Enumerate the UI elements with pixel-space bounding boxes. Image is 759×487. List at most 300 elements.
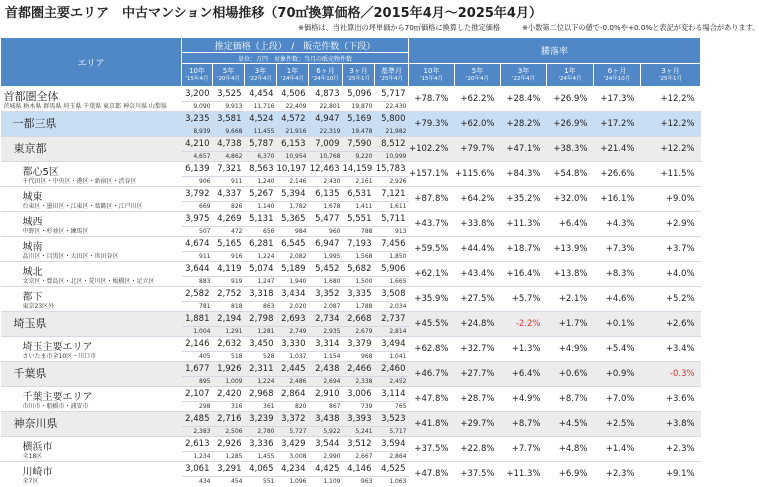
count-cell: 8,939 bbox=[182, 127, 213, 137]
price-note: ※価格は、当社算出の坪単価から70㎡価格に換算した推定価格 bbox=[298, 23, 501, 32]
price-group-header: 推定価格（上段） / 販売件数（下段） bbox=[182, 38, 409, 53]
count-cell: 1,940 bbox=[277, 277, 309, 287]
area-name: 東京都 bbox=[13, 142, 47, 155]
column-month: '22年4月 bbox=[248, 76, 272, 82]
price-cell: 4,525 bbox=[375, 462, 409, 477]
area-name: 都下 bbox=[22, 292, 43, 303]
column-month: '25年4月 bbox=[379, 76, 403, 82]
price-cell: 3,336 bbox=[245, 437, 277, 452]
change-rate-cell: +11.3% bbox=[501, 462, 547, 487]
price-cell: 6,531 bbox=[343, 187, 375, 202]
count-cell: 1,500 bbox=[343, 277, 375, 287]
count-cell: 5,241 bbox=[343, 427, 375, 437]
area-cell bbox=[1, 137, 182, 162]
change-rate-cell: +27.7% bbox=[455, 362, 501, 387]
column-period: 10年 bbox=[189, 67, 205, 75]
price-cell: 2,693 bbox=[277, 312, 309, 327]
change-rate-cell: +11.3% bbox=[501, 212, 547, 237]
count-cell: 1,680 bbox=[309, 277, 343, 287]
area-cell bbox=[1, 187, 182, 212]
price-cell: 3,372 bbox=[277, 412, 309, 427]
area-name: 川崎市 bbox=[22, 467, 53, 478]
change-rate-cell: +3.4% bbox=[641, 337, 701, 362]
price-cell: 5,452 bbox=[309, 262, 343, 277]
change-rate-cell: +47.8% bbox=[409, 462, 455, 487]
area-cell bbox=[1, 412, 182, 437]
change-rate-cell: -2.2% bbox=[501, 312, 547, 337]
count-cell: 2,034 bbox=[375, 302, 409, 312]
price-cell: 4,269 bbox=[213, 212, 245, 227]
price-units-header: 単位：万円 対象件数：当月の販売物件数 bbox=[182, 53, 409, 64]
change-rate-cell: +2.3% bbox=[594, 462, 641, 487]
change-rate-cell: +0.6% bbox=[547, 362, 594, 387]
count-cell: 551 bbox=[245, 477, 277, 487]
price-cell: 7,321 bbox=[213, 162, 245, 177]
price-cell: 3,061 bbox=[182, 462, 213, 477]
change-rate-cell: +44.4% bbox=[455, 237, 501, 262]
change-rate-cell: +16.4% bbox=[501, 262, 547, 287]
change-rate-cell: +6.4% bbox=[547, 212, 594, 237]
change-column-header bbox=[641, 64, 701, 87]
price-cell: 5,394 bbox=[277, 187, 309, 202]
count-cell: 1,037 bbox=[277, 352, 309, 362]
count-cell: 2,780 bbox=[245, 427, 277, 437]
count-cell: 1,611 bbox=[375, 202, 409, 212]
change-rate-cell: +1.3% bbox=[501, 337, 547, 362]
change-rate-cell: +84.3% bbox=[501, 162, 547, 187]
count-cell: 895 bbox=[182, 377, 213, 387]
count-cell: 1,281 bbox=[245, 327, 277, 337]
count-cell: 2,082 bbox=[277, 252, 309, 262]
change-rate-cell: +5.7% bbox=[501, 287, 547, 312]
price-cell: 3,352 bbox=[309, 287, 343, 302]
table-row bbox=[1, 87, 701, 102]
change-column-header bbox=[501, 64, 547, 87]
count-cell: 1,995 bbox=[309, 252, 343, 262]
count-cell: 1,140 bbox=[245, 202, 277, 212]
count-cell: 2,864 bbox=[375, 452, 409, 462]
area-cell bbox=[1, 462, 182, 487]
count-cell: 739 bbox=[343, 402, 375, 412]
column-month: '15年4月 bbox=[185, 76, 209, 82]
price-cell: 4,947 bbox=[309, 112, 343, 127]
price-cell: 4,210 bbox=[182, 137, 213, 152]
count-cell: 3,008 bbox=[277, 452, 309, 462]
area-name: 千葉県 bbox=[13, 367, 47, 380]
price-cell: 3,314 bbox=[309, 337, 343, 352]
change-rate-cell: +9.1% bbox=[641, 462, 701, 487]
change-rate-cell: +5.4% bbox=[594, 337, 641, 362]
change-rate-cell: +46.7% bbox=[409, 362, 455, 387]
price-cell: 2,445 bbox=[277, 362, 309, 377]
price-cell: 5,096 bbox=[343, 87, 375, 102]
column-month: '24年10月 bbox=[312, 76, 339, 82]
count-cell: 1,224 bbox=[245, 252, 277, 262]
change-rate-cell: +7.3% bbox=[594, 237, 641, 262]
price-cell: 5,906 bbox=[375, 262, 409, 277]
area-name: 城南 bbox=[22, 242, 43, 253]
table-row bbox=[1, 212, 701, 227]
change-rate-cell: +4.0% bbox=[641, 262, 701, 287]
count-cell: 1,041 bbox=[375, 352, 409, 362]
change-rate-cell: +2.1% bbox=[547, 287, 594, 312]
count-cell: 1,234 bbox=[182, 452, 213, 462]
count-cell: 11,455 bbox=[245, 127, 277, 137]
price-cell: 3,291 bbox=[213, 462, 245, 477]
price-cell: 14,159 bbox=[343, 162, 375, 177]
change-rate-cell: +32.0% bbox=[547, 187, 594, 212]
column-period: 6ヶ月 bbox=[316, 67, 335, 75]
price-cell: 7,121 bbox=[375, 187, 409, 202]
price-cell: 2,438 bbox=[309, 362, 343, 377]
column-period: 基準月 bbox=[381, 67, 402, 75]
change-rate-cell: +1.4% bbox=[594, 437, 641, 462]
count-cell: 1,004 bbox=[182, 327, 213, 337]
price-cell: 3,644 bbox=[182, 262, 213, 277]
price-cell: 8,563 bbox=[245, 162, 277, 177]
table-row bbox=[1, 462, 701, 477]
count-cell: 1,678 bbox=[309, 202, 343, 212]
count-cell: 454 bbox=[213, 477, 245, 487]
change-rate-cell: +26.9% bbox=[547, 87, 594, 112]
change-rate-cell: +2.5% bbox=[594, 412, 641, 437]
count-cell: 5,717 bbox=[375, 427, 409, 437]
change-rate-cell: +79.3% bbox=[409, 112, 455, 137]
price-cell: 4,674 bbox=[182, 237, 213, 252]
price-cell: 3,330 bbox=[277, 337, 309, 352]
area-name: 一都三県 bbox=[12, 117, 57, 130]
price-cell: 3,523 bbox=[375, 412, 409, 427]
price-column-header bbox=[343, 64, 375, 87]
change-rate-cell: +59.5% bbox=[409, 237, 455, 262]
count-cell: 1,154 bbox=[309, 352, 343, 362]
price-cell: 4,454 bbox=[245, 87, 277, 102]
count-cell: 2,452 bbox=[375, 377, 409, 387]
table-row bbox=[1, 262, 701, 277]
count-cell: 19,870 bbox=[343, 102, 375, 112]
area-name: 城東 bbox=[22, 192, 43, 203]
count-cell: 960 bbox=[309, 227, 343, 237]
count-cell: 919 bbox=[213, 277, 245, 287]
change-rate-cell: +2.3% bbox=[641, 437, 701, 462]
price-cell: 4,119 bbox=[213, 262, 245, 277]
price-cell: 2,485 bbox=[182, 412, 213, 427]
price-cell: 2,460 bbox=[375, 362, 409, 377]
price-cell: 6,135 bbox=[309, 187, 343, 202]
change-rate-cell: +12.2% bbox=[641, 87, 701, 112]
change-rate-cell: +32.7% bbox=[455, 337, 501, 362]
column-period: 3年 bbox=[517, 67, 530, 75]
count-cell: 1,850 bbox=[375, 252, 409, 262]
column-period: 5年 bbox=[471, 67, 484, 75]
price-cell: 2,668 bbox=[343, 312, 375, 327]
count-cell: 9,090 bbox=[182, 102, 213, 112]
count-cell: 316 bbox=[213, 402, 245, 412]
price-cell: 3,318 bbox=[245, 287, 277, 302]
price-cell: 6,947 bbox=[309, 237, 343, 252]
price-cell: 6,281 bbox=[245, 237, 277, 252]
count-cell: 2,506 bbox=[213, 427, 245, 437]
area-description: 全7区 bbox=[22, 478, 39, 485]
column-month: '20年4月 bbox=[216, 76, 240, 82]
change-rate-cell: +41.8% bbox=[409, 412, 455, 437]
price-column-header bbox=[213, 64, 245, 87]
count-cell: 2,667 bbox=[343, 452, 375, 462]
change-group-header: 騰落率 bbox=[409, 38, 701, 64]
count-cell: 968 bbox=[343, 352, 375, 362]
price-cell: 2,798 bbox=[245, 312, 277, 327]
column-month: '22年4月 bbox=[511, 76, 535, 82]
column-month: '25年1月 bbox=[346, 76, 370, 82]
count-cell: 21,982 bbox=[375, 127, 409, 137]
change-rate-cell: +13.9% bbox=[547, 237, 594, 262]
count-cell: 507 bbox=[182, 227, 213, 237]
area-cell bbox=[1, 162, 182, 187]
count-cell: 1,109 bbox=[309, 477, 343, 487]
price-cell: 2,737 bbox=[375, 312, 409, 327]
price-cell: 3,508 bbox=[375, 287, 409, 302]
price-cell: 2,613 bbox=[182, 437, 213, 452]
count-cell: 1,009 bbox=[213, 377, 245, 387]
price-cell: 1,677 bbox=[182, 362, 213, 377]
column-period: 10年 bbox=[423, 67, 440, 75]
count-cell: 10,954 bbox=[277, 152, 309, 162]
count-cell: 10,768 bbox=[309, 152, 343, 162]
area-description: 市川市・船橋市・浦安市 bbox=[22, 403, 89, 410]
price-cell: 6,153 bbox=[277, 137, 309, 152]
count-cell: 1,240 bbox=[245, 177, 277, 187]
column-month: '20年4月 bbox=[465, 76, 489, 82]
count-cell: 4,657 bbox=[182, 152, 213, 162]
count-cell: 1,247 bbox=[245, 277, 277, 287]
area-description: 千代田区・中央区・港区・新宿区・渋谷区 bbox=[22, 178, 137, 185]
price-cell: 2,910 bbox=[309, 387, 343, 402]
change-rate-cell: +4.3% bbox=[594, 212, 641, 237]
count-cell: 2,087 bbox=[309, 302, 343, 312]
table-row bbox=[1, 287, 701, 302]
table-row bbox=[1, 412, 701, 427]
price-cell: 3,429 bbox=[277, 437, 309, 452]
column-period: 6ヶ月 bbox=[607, 67, 627, 75]
price-cell: 2,420 bbox=[213, 387, 245, 402]
change-rate-cell: +6.4% bbox=[501, 362, 547, 387]
price-cell: 3,114 bbox=[375, 387, 409, 402]
count-cell: 669 bbox=[182, 202, 213, 212]
count-cell: 913 bbox=[375, 227, 409, 237]
column-period: 3ヶ月 bbox=[661, 67, 680, 75]
count-cell: 2,990 bbox=[309, 452, 343, 462]
price-cell: 3,235 bbox=[182, 112, 213, 127]
change-rate-cell: +78.7% bbox=[409, 87, 455, 112]
area-header: エリア bbox=[1, 38, 182, 87]
count-cell: 826 bbox=[213, 202, 245, 212]
price-cell: 6,545 bbox=[277, 237, 309, 252]
count-cell: 916 bbox=[213, 252, 245, 262]
price-cell: 6,139 bbox=[182, 162, 213, 177]
count-cell: 19,478 bbox=[343, 127, 375, 137]
change-rate-cell: +18.7% bbox=[501, 237, 547, 262]
change-rate-cell: +47.1% bbox=[501, 137, 547, 162]
change-rate-cell: +12.2% bbox=[641, 137, 701, 162]
count-cell: 656 bbox=[245, 227, 277, 237]
count-cell: 10,999 bbox=[375, 152, 409, 162]
change-rate-cell: +115.6% bbox=[455, 162, 501, 187]
change-column-header bbox=[547, 64, 594, 87]
count-cell: 1,096 bbox=[277, 477, 309, 487]
price-cell: 3,494 bbox=[375, 337, 409, 352]
table-row bbox=[1, 387, 701, 402]
price-cell: 5,717 bbox=[375, 87, 409, 102]
area-name: 埼玉県 bbox=[13, 317, 47, 330]
change-rate-cell: +7.0% bbox=[594, 387, 641, 412]
count-cell: 963 bbox=[343, 477, 375, 487]
change-rate-cell: +16.1% bbox=[594, 187, 641, 212]
table-row bbox=[1, 437, 701, 452]
change-rate-cell: +47.8% bbox=[409, 387, 455, 412]
change-rate-cell: +45.5% bbox=[409, 312, 455, 337]
area-name: 都心5区 bbox=[22, 167, 59, 178]
change-rate-cell: +17.3% bbox=[594, 87, 641, 112]
price-cell: 5,787 bbox=[245, 137, 277, 152]
count-cell: 6,370 bbox=[245, 152, 277, 162]
count-cell: 1,291 bbox=[213, 327, 245, 337]
change-rate-cell: +26.6% bbox=[594, 162, 641, 187]
count-cell: 2,694 bbox=[309, 377, 343, 387]
change-rate-cell: +87.8% bbox=[409, 187, 455, 212]
change-rate-cell: +21.4% bbox=[594, 137, 641, 162]
column-month: '24年4月 bbox=[558, 76, 582, 82]
change-rate-cell: +62.8% bbox=[409, 337, 455, 362]
area-name: 神奈川県 bbox=[13, 417, 58, 430]
count-cell: 1,063 bbox=[375, 477, 409, 487]
table-row bbox=[1, 187, 701, 202]
area-cell bbox=[1, 387, 182, 412]
area-description: 中野区・杉並区・練馬区 bbox=[22, 228, 89, 235]
change-rate-cell: +43.7% bbox=[409, 212, 455, 237]
change-rate-cell: +37.5% bbox=[455, 462, 501, 487]
price-cell: 8,512 bbox=[375, 137, 409, 152]
change-rate-cell: +62.1% bbox=[409, 262, 455, 287]
count-cell: 22,430 bbox=[375, 102, 409, 112]
price-cell: 7,009 bbox=[309, 137, 343, 152]
area-name: 埼玉主要エリア bbox=[22, 342, 93, 353]
area-cell bbox=[1, 212, 182, 237]
column-month: '15年4月 bbox=[419, 76, 443, 82]
change-rate-cell: +1.7% bbox=[547, 312, 594, 337]
price-cell: 3,512 bbox=[343, 437, 375, 452]
change-rate-cell: +13.8% bbox=[547, 262, 594, 287]
price-cell: 2,632 bbox=[213, 337, 245, 352]
price-cell: 2,582 bbox=[182, 287, 213, 302]
area-name: 千葉主要エリア bbox=[22, 392, 93, 403]
change-rate-cell: +4.9% bbox=[547, 337, 594, 362]
area-cell bbox=[1, 287, 182, 312]
change-rate-cell: +8.7% bbox=[547, 387, 594, 412]
change-column-header bbox=[455, 64, 501, 87]
price-table bbox=[0, 37, 701, 487]
change-rate-cell: +43.4% bbox=[455, 262, 501, 287]
area-cell bbox=[1, 337, 182, 362]
price-cell: 4,524 bbox=[245, 112, 277, 127]
change-rate-cell: +64.2% bbox=[455, 187, 501, 212]
change-rate-cell: +29.7% bbox=[455, 412, 501, 437]
area-name: 城北 bbox=[22, 267, 43, 278]
price-cell: 5,477 bbox=[309, 212, 343, 227]
change-column-header bbox=[594, 64, 641, 87]
price-cell: 3,544 bbox=[309, 437, 343, 452]
change-rate-cell: +62.0% bbox=[455, 112, 501, 137]
count-cell: 22,409 bbox=[277, 102, 309, 112]
price-cell: 4,506 bbox=[277, 87, 309, 102]
count-cell: 2,486 bbox=[277, 377, 309, 387]
change-rate-cell: +8.3% bbox=[594, 262, 641, 287]
change-rate-cell: +37.5% bbox=[409, 437, 455, 462]
table-row bbox=[1, 237, 701, 252]
count-cell: 5,922 bbox=[309, 427, 343, 437]
price-cell: 3,379 bbox=[343, 337, 375, 352]
table-body bbox=[1, 87, 701, 487]
count-cell: 2,383 bbox=[182, 427, 213, 437]
price-cell: 5,267 bbox=[245, 187, 277, 202]
column-period: 1年 bbox=[286, 67, 299, 75]
price-cell: 1,926 bbox=[213, 362, 245, 377]
change-rate-cell: +62.2% bbox=[455, 87, 501, 112]
price-cell: 4,572 bbox=[277, 112, 309, 127]
price-cell: 5,189 bbox=[277, 262, 309, 277]
price-cell: 2,466 bbox=[343, 362, 375, 377]
change-rate-cell: +28.2% bbox=[501, 112, 547, 137]
price-cell: 3,438 bbox=[309, 412, 343, 427]
change-rate-cell: +3.8% bbox=[641, 412, 701, 437]
area-name: 城西 bbox=[22, 217, 43, 228]
count-cell: 5,727 bbox=[277, 427, 309, 437]
column-period: 3ヶ月 bbox=[349, 67, 368, 75]
price-cell: 10,197 bbox=[277, 162, 309, 177]
count-cell: 788 bbox=[343, 227, 375, 237]
change-rate-cell: +28.7% bbox=[455, 387, 501, 412]
price-cell: 2,107 bbox=[182, 387, 213, 402]
count-cell: 4,862 bbox=[213, 152, 245, 162]
price-cell: 3,335 bbox=[343, 287, 375, 302]
price-cell: 3,525 bbox=[213, 87, 245, 102]
change-rate-cell: +33.8% bbox=[455, 212, 501, 237]
count-cell: 2,020 bbox=[277, 302, 309, 312]
table-row bbox=[1, 312, 701, 327]
change-rate-cell: +0.9% bbox=[594, 362, 641, 387]
count-cell: 9,913 bbox=[213, 102, 245, 112]
price-cell: 12,463 bbox=[309, 162, 343, 177]
price-cell: 7,590 bbox=[343, 137, 375, 152]
price-cell: 5,551 bbox=[343, 212, 375, 227]
count-cell: 405 bbox=[182, 352, 213, 362]
count-cell: 2,161 bbox=[343, 177, 375, 187]
rounding-note: ※小数第二位以下の値で-0.0%や+0.0%と表記が変わる場合があります。 bbox=[522, 23, 759, 32]
price-cell: 3,581 bbox=[213, 112, 245, 127]
price-cell: 1,881 bbox=[182, 312, 213, 327]
price-column-header bbox=[182, 64, 213, 87]
count-cell: 1,782 bbox=[277, 202, 309, 212]
count-cell: 9,220 bbox=[343, 152, 375, 162]
count-cell: 22,801 bbox=[309, 102, 343, 112]
count-cell: 867 bbox=[309, 402, 343, 412]
change-rate-cell: +8.7% bbox=[501, 412, 547, 437]
change-column-header bbox=[409, 64, 455, 87]
price-cell: 3,239 bbox=[245, 412, 277, 427]
price-cell: 2,926 bbox=[213, 437, 245, 452]
price-cell: 7,456 bbox=[375, 237, 409, 252]
count-cell: 2,679 bbox=[343, 327, 375, 337]
change-rate-cell: +5.2% bbox=[641, 287, 701, 312]
